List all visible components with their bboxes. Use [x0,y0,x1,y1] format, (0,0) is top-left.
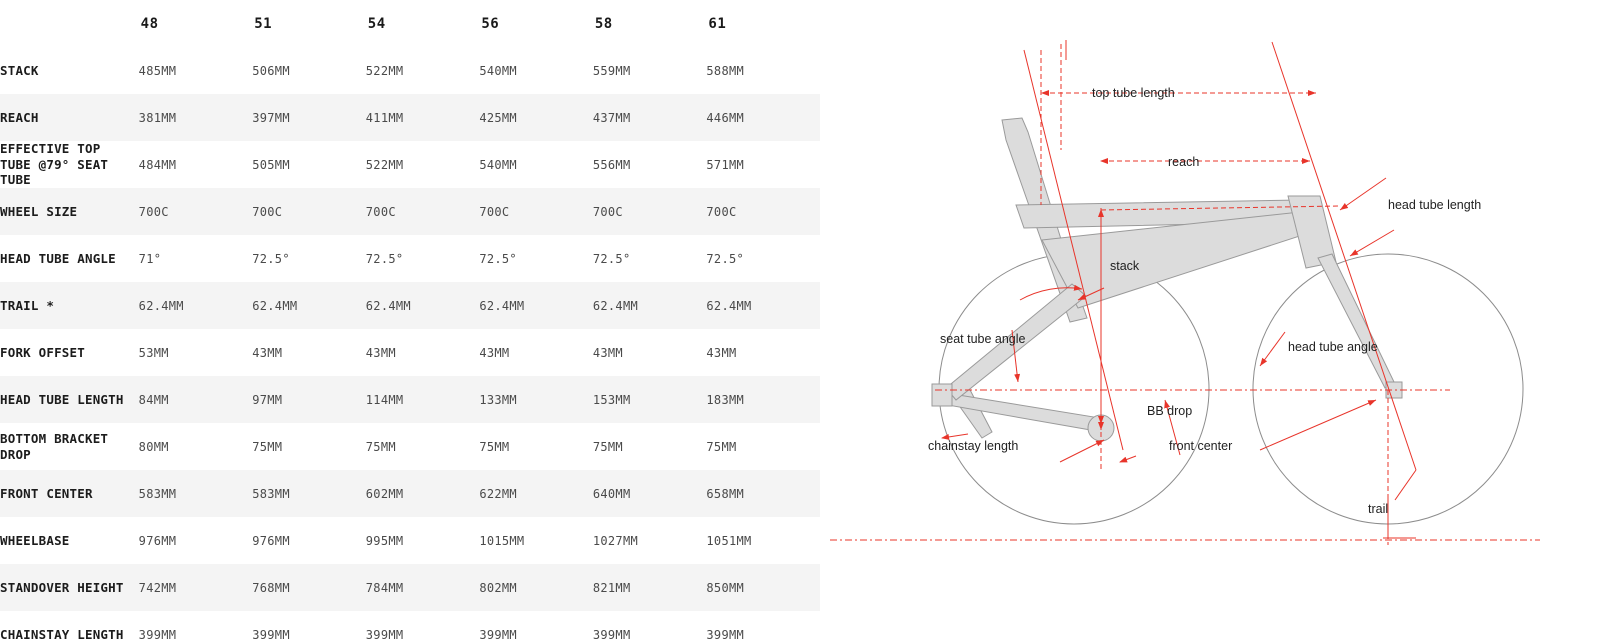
cell-forkoffset-58: 43MM [592,345,623,360]
cell-chainstay-56: 399MM [479,627,517,640]
cell-wheelsize-56: 700C [479,204,510,219]
table-row [0,376,820,423]
cell-ett-54: 522MM [365,157,404,172]
cell-forkoffset-51: 43MM [252,345,283,360]
cell-wheelbase-51: 976MM [252,533,290,548]
cell-reach-54: 411MM [365,110,404,125]
table-row [0,235,820,282]
table-row [0,94,820,141]
cell-chainstay-54: 399MM [365,627,404,640]
cell-frontcenter-54: 602MM [365,486,404,501]
table-row [0,470,820,517]
cell-chainstay-58: 399MM [592,627,631,640]
cell-htl-51: 97MM [252,392,283,407]
dim-head-tube-length-b [1350,230,1394,256]
cell-hta-51: 72.5° [252,251,290,266]
cell-hta-54: 72.5° [365,251,404,266]
row-label-fork-offset: FORK OFFSET [0,344,85,360]
cell-stack-51: 506MM [252,63,290,78]
cell-bbdrop-61: 75MM [706,439,737,454]
cell-standover-51: 768MM [252,580,290,595]
cell-frontcenter-61: 658MM [706,486,745,501]
cell-trail-61: 62.4MM [706,298,752,313]
cell-reach-58: 437MM [592,110,631,125]
cell-forkoffset-56: 43MM [479,345,510,360]
table-row [0,47,820,94]
cell-stack-48: 485MM [138,63,177,78]
label-chainstay-length: chainstay length [928,439,1019,453]
dim-front-center-a [1120,456,1136,462]
table-row [0,188,820,235]
cell-stack-58: 559MM [592,63,631,78]
cell-wheelbase-48: 976MM [138,533,177,548]
cell-frontcenter-58: 640MM [592,486,631,501]
header-size-54: 54 [367,15,386,32]
cell-wheelbase-56: 1015MM [479,533,525,548]
cell-reach-48: 381MM [138,110,177,125]
dim-chainstay-b [1060,440,1104,462]
wheels [939,254,1523,524]
cell-wheelbase-61: 1051MM [706,533,752,548]
cell-wheelsize-58: 700C [592,204,623,219]
cell-wheelsize-51: 700C [252,204,283,219]
cell-wheelsize-61: 700C [706,204,737,219]
table-row [0,329,820,376]
cell-wheelsize-54: 700C [365,204,396,219]
diagram-svg [820,0,1597,640]
table-row [0,517,820,564]
header-blank [0,0,139,47]
label-reach: reach [1168,155,1200,169]
dim-head-tube-length-a [1340,178,1386,210]
cell-forkoffset-61: 43MM [706,345,737,360]
table-header [0,0,820,47]
cell-forkoffset-48: 53MM [138,345,169,360]
row-label-wheelbase: WHEELBASE [0,532,70,548]
row-label-front-center: FRONT CENTER [0,485,93,501]
row-label-head-tube-length: HEAD TUBE LENGTH [0,391,124,407]
cell-stack-54: 522MM [365,63,404,78]
cell-htl-61: 183MM [706,392,745,407]
label-front-center: front center [1169,439,1233,453]
cell-htl-48: 84MM [138,392,169,407]
header-size-61: 61 [708,15,727,32]
cell-reach-51: 397MM [252,110,290,125]
label-head-tube-angle: head tube angle [1288,340,1378,354]
label-seat-tube-angle: seat tube angle [940,332,1026,346]
cell-bbdrop-58: 75MM [592,439,623,454]
frame-silhouette [932,118,1402,441]
label-top-tube-length: top tube length [1092,86,1175,100]
construction-lines [830,40,1540,545]
cell-forkoffset-54: 43MM [365,345,396,360]
cell-chainstay-61: 399MM [706,627,745,640]
cell-trail-51: 62.4MM [252,298,298,313]
dim-front-center-b [1260,400,1376,450]
cell-standover-48: 742MM [138,580,177,595]
table-row [0,141,820,188]
cell-standover-58: 821MM [592,580,631,595]
label-bb-drop: BB drop [1147,404,1193,418]
cell-hta-58: 72.5° [592,251,631,266]
cell-trail-54: 62.4MM [365,298,411,313]
row-label-effective-top-tube: EFFECTIVE TOP TUBE @79° SEAT TUBE [0,141,109,188]
cell-hta-61: 72.5° [706,251,745,266]
table-row [0,611,820,640]
label-stack: stack [1110,259,1140,273]
cell-ett-51: 505MM [252,157,290,172]
table-body [0,47,820,640]
table-row [0,423,820,470]
cell-frontcenter-51: 583MM [252,486,290,501]
cell-hta-48: 71° [138,251,162,266]
row-label-head-tube-angle: HEAD TUBE ANGLE [0,250,116,266]
header-size-58: 58 [594,15,613,32]
cell-htl-58: 153MM [592,392,631,407]
label-trail: trail [1368,502,1389,516]
cell-wheelbase-54: 995MM [365,533,404,548]
row-label-bottom-bracket-drop: BOTTOM BRACKET DROP [0,430,109,462]
cell-bbdrop-56: 75MM [479,439,510,454]
cell-htl-54: 114MM [365,392,404,407]
cell-htl-56: 133MM [479,392,517,407]
cell-bbdrop-51: 75MM [252,439,283,454]
cell-ett-48: 484MM [138,157,177,172]
cell-trail-58: 62.4MM [592,298,639,313]
cell-frontcenter-56: 622MM [479,486,517,501]
cell-chainstay-48: 399MM [138,627,177,640]
cell-hta-56: 72.5° [479,251,517,266]
fork [1318,254,1395,388]
head-tube-axis [1272,42,1416,470]
cell-standover-56: 802MM [479,580,517,595]
cell-wheelbase-58: 1027MM [592,533,639,548]
cell-ett-56: 540MM [479,157,517,172]
cell-reach-56: 425MM [479,110,517,125]
row-label-trail: TRAIL * [0,297,55,313]
cell-trail-56: 62.4MM [479,298,525,313]
row-label-standover-height: STANDOVER HEIGHT [0,579,124,595]
trail-leader [1395,470,1416,500]
dim-chainstay-a [942,434,968,438]
row-label-chainstay-length: CHAINSTAY LENGTH [0,626,124,640]
cell-wheelsize-48: 700C [138,204,169,219]
row-label-stack: STACK [0,62,39,78]
cell-trail-48: 62.4MM [138,298,184,313]
table-row [0,564,820,611]
cell-ett-61: 571MM [706,157,745,172]
cell-bbdrop-54: 75MM [365,439,396,454]
cell-ett-58: 556MM [592,157,631,172]
label-head-tube-length: head tube length [1388,198,1482,212]
table-row [0,282,820,329]
header-size-56: 56 [481,15,500,32]
header-size-48: 48 [140,15,159,32]
table-header-row [0,0,820,47]
bike-geometry-diagram [820,0,1597,640]
row-label-wheel-size: WHEEL SIZE [0,203,78,219]
cell-stack-56: 540MM [479,63,517,78]
cell-standover-61: 850MM [706,580,745,595]
row-label-reach: REACH [0,109,39,125]
header-size-51: 51 [254,15,273,32]
cell-standover-54: 784MM [365,580,404,595]
rear-dropout [932,384,952,406]
cell-reach-61: 446MM [706,110,745,125]
cell-stack-61: 588MM [706,63,745,78]
cell-bbdrop-48: 80MM [138,439,169,454]
cell-chainstay-51: 399MM [252,627,290,640]
cell-frontcenter-48: 583MM [138,486,177,501]
